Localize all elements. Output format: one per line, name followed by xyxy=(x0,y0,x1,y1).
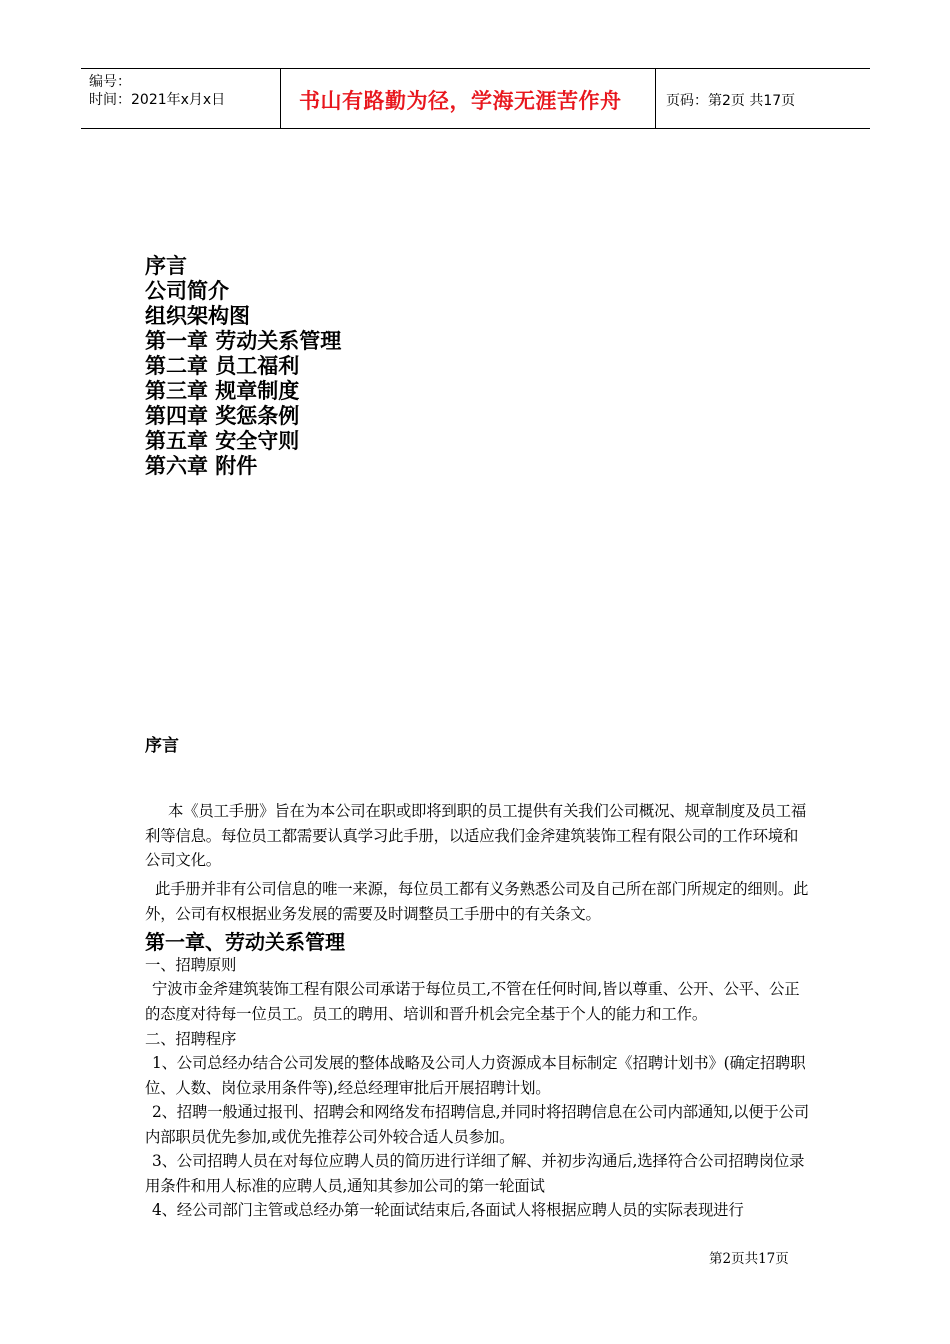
header-motto: 书山有路勤为径，学海无涯苦作舟 xyxy=(299,89,622,113)
document-number-label: 编号： xyxy=(89,74,131,90)
toc-item-preface: 序言 xyxy=(145,254,187,278)
header-page-cell xyxy=(656,69,870,128)
document-date-label: 时间：2021年x月x日 xyxy=(89,92,226,108)
procedure-item-1: 1、公司总经办结合公司发展的整体战略及公司人力资源成本目标制定《招聘计划书》(确定招聘职位、人数、岗位录用条件等),经总经理审批后开展招聘计划。 xyxy=(145,1054,806,1097)
section-recruitment-principles: 一、招聘原则 xyxy=(145,956,237,974)
procedure-item-3: 3、公司招聘人员在对每位应聘人员的简历进行详细了解、并初步沟通后,选择符合公司招聘岗位录用条件和用人标准的应聘人员,通知其参加公司的第一轮面试 xyxy=(145,1152,805,1195)
toc-item-chapter-2: 第二章 员工福利 xyxy=(145,354,300,378)
toc-item-chapter-5: 第五章 安全守则 xyxy=(145,429,300,453)
toc-item-company-intro: 公司简介 xyxy=(145,279,229,303)
table-of-contents xyxy=(145,254,341,479)
toc-item-org-chart: 组织架构图 xyxy=(145,304,250,328)
toc-item-chapter-3: 第三章 规章制度 xyxy=(145,379,300,403)
procedure-item-2: 2、招聘一般通过报刊、招聘会和网络发布招聘信息,并同时将招聘信息在公司内部通知,以便于公司内部职员优先参加,或优先推荐公司外较合适人员参加。 xyxy=(145,1103,809,1146)
page-header xyxy=(81,68,870,129)
preface-paragraph-1: 本《员工手册》旨在为本公司在职或即将到职的员工提供有关我们公司概况、规章制度及员工福利等信息。每位员工都需要认真学习此手册，以适应我们金斧建筑装饰工程有限公司的工作环境和公司文化。 xyxy=(145,802,807,869)
header-motto-cell xyxy=(281,69,656,128)
procedure-item-4: 4、经公司部门主管或总经办第一轮面试结束后,各面试人将根据应聘人员的实际表现进行 xyxy=(152,1201,744,1219)
section-recruitment-procedure: 二、招聘程序 xyxy=(145,1030,237,1048)
page-footer-number: 第2页共17页 xyxy=(709,1251,789,1267)
toc-item-chapter-1: 第一章 劳动关系管理 xyxy=(145,329,342,353)
toc-item-chapter-4: 第四章 奖惩条例 xyxy=(145,404,300,428)
chapter-1-title: 第一章、劳动关系管理 xyxy=(145,930,345,954)
header-page-number: 页码：第2页 共17页 xyxy=(666,93,796,109)
preface-paragraph-2: 此手册并非有公司信息的唯一来源，每位员工都有义务熟悉公司及自己所在部门所规定的细则。此外，公司有权根据业务发展的需要及时调整员工手册中的有关条文。 xyxy=(145,880,809,923)
preface-title: 序言 xyxy=(145,736,179,756)
header-meta-cell xyxy=(81,69,281,128)
toc-item-chapter-6: 第六章 附件 xyxy=(145,454,258,478)
recruitment-principles-text: 宁波市金斧建筑装饰工程有限公司承诺于每位员工,不管在任何时间,皆以尊重、公开、公平、公正的态度对待每一位员工。员工的聘用、培训和晋升机会完全基于个人的能力和工作。 xyxy=(145,980,800,1023)
